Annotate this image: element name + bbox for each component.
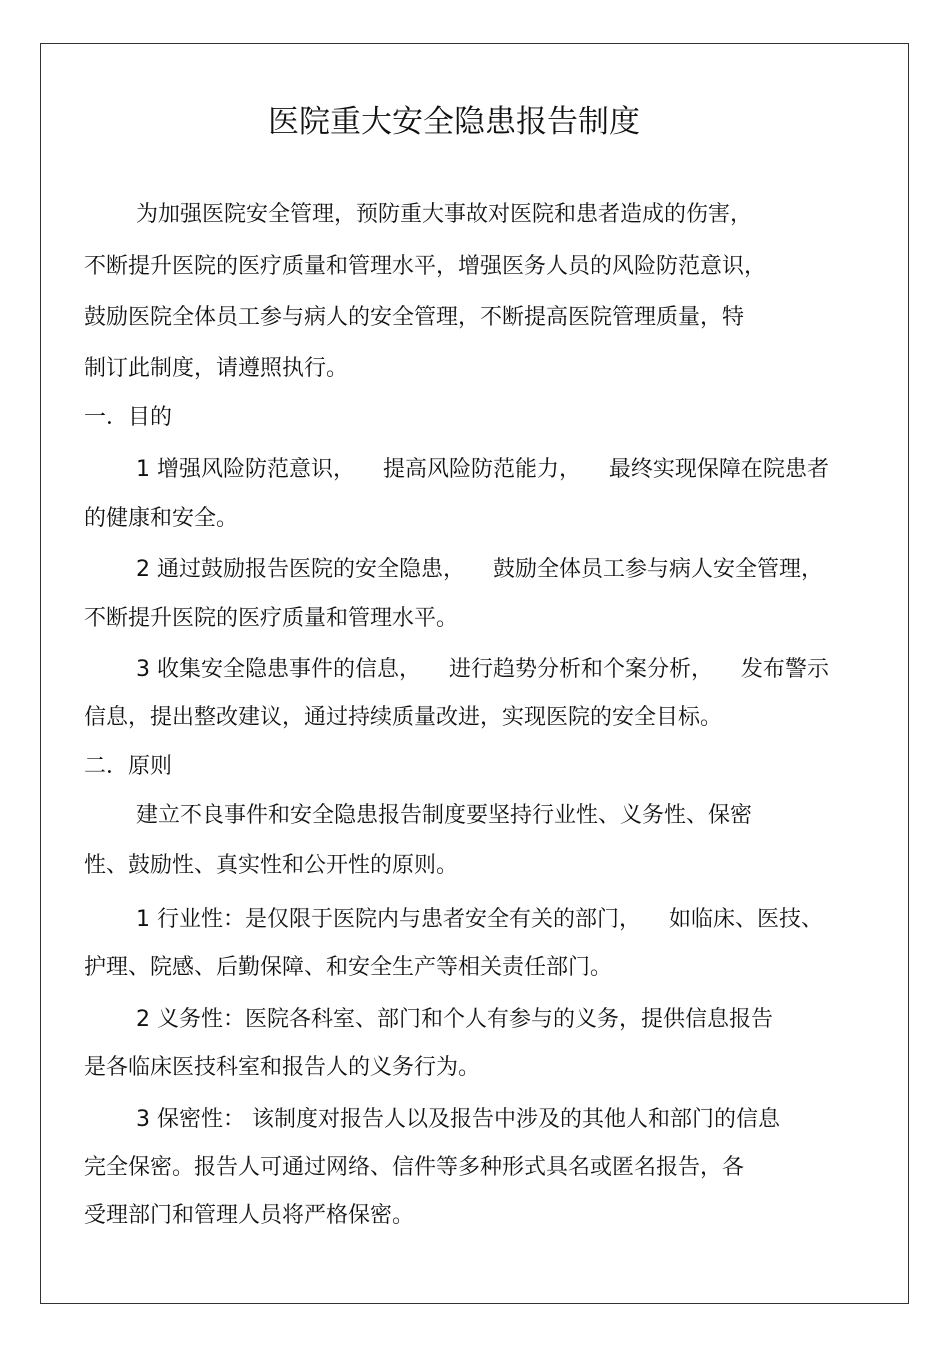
paragraph-line: 不断提升医院的医疗质量和管理水平，增强医务人员的风险防范意识， [84, 254, 767, 279]
paragraph-line: 护理、院感、后勤保障、和安全生产等相关责任部门。 [84, 955, 613, 980]
paragraph-line: 信息，提出整改建议，通过持续质量改进，实现医院的安全目标。 [84, 705, 723, 730]
paragraph-line: 2 通过鼓励报告医院的安全隐患， 鼓励全体员工参与病人安全管理， [136, 557, 823, 582]
paragraph-line: 不断提升医院的医疗质量和管理水平。 [84, 606, 459, 631]
section-heading: 二．原则 [84, 754, 173, 779]
paragraph-line: 3 收集安全隐患事件的信息， 进行趋势分析和个案分析， 发布警示 [136, 657, 829, 682]
paragraph-line: 3 保密性： 该制度对报告人以及报告中涉及的其他人和部门的信息 [136, 1107, 780, 1132]
paragraph-line: 制订此制度，请遵照执行。 [84, 356, 349, 381]
paragraph-line: 建立不良事件和安全隐患报告制度要坚持行业性、义务性、保密 [136, 803, 753, 828]
paragraph-line: 为加强医院安全管理，预防重大事故对医院和患者造成的伤害， [136, 202, 753, 227]
paragraph-line: 鼓励医院全体员工参与病人的安全管理，不断提高医院管理质量，特 [84, 305, 745, 330]
document-title: 医院重大安全隐患报告制度 [268, 104, 640, 140]
paragraph-line: 2 义务性：医院各科室、部门和个人有参与的义务，提供信息报告 [136, 1007, 773, 1032]
paragraph-line: 完全保密。报告人可通过网络、信件等多种形式具名或匿名报告，各 [84, 1155, 745, 1180]
paragraph-line: 1 行业性：是仅限于医院内与患者安全有关的部门， 如临床、医技、 [136, 907, 823, 932]
paragraph-line: 的健康和安全。 [84, 506, 239, 531]
section-heading: 一．目的 [84, 405, 173, 430]
paragraph-line: 受理部门和管理人员将严格保密。 [84, 1203, 415, 1228]
paragraph-line: 1 增强风险防范意识， 提高风险防范能力， 最终实现保障在院患者 [136, 457, 829, 482]
paragraph-line: 性、鼓励性、真实性和公开性的原则。 [84, 853, 459, 878]
paragraph-line: 是各临床医技科室和报告人的义务行为。 [84, 1055, 481, 1080]
